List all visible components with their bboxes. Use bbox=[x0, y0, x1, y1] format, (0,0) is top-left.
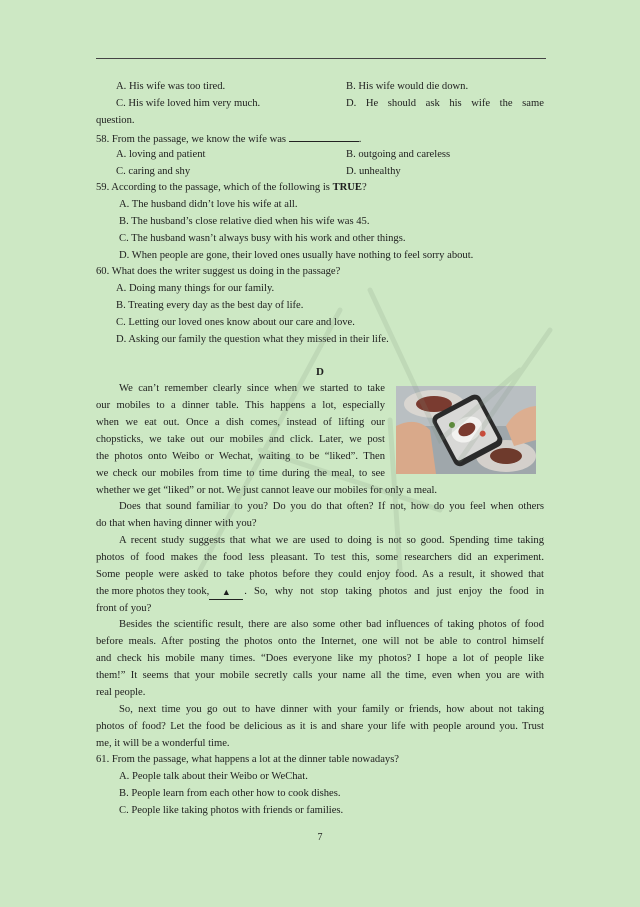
passage-p3-line: Some people were asked to take photos before they could enjoy food. As a result, it showed that bbox=[96, 569, 544, 580]
q59-stem bbox=[96, 181, 367, 195]
q57-d-word: He bbox=[365, 98, 379, 109]
q60-option-c: C. Letting our loved ones know about our care and love. bbox=[116, 317, 355, 328]
passage-p1-line: our mobiles to a dinner table. This happens a lot, especially bbox=[96, 400, 385, 411]
q57-option-a: A. His wife was too tired. bbox=[116, 81, 226, 92]
passage-p3-line: A recent study suggests that what we are used to doing is not so good. Spending time taking bbox=[119, 535, 544, 546]
passage-p1-line: when we eat out. Once a dish comes, instead of lifting our bbox=[96, 417, 385, 428]
q59-option-a: A. The husband didn’t love his wife at all. bbox=[119, 199, 298, 210]
q57-option-b: B. His wife would die down. bbox=[346, 81, 469, 92]
passage-p1-line: whether we get “liked” or not. We just cannot leave our mobiles for only a meal. bbox=[96, 485, 438, 496]
q59-stem-text: 59. According to the passage, which of the following is bbox=[96, 182, 330, 193]
q57-option-d-continued: question. bbox=[96, 115, 135, 126]
phone-food-photo bbox=[396, 386, 536, 474]
passage-p1-line: the photos onto Weibo or Wechat, waiting to be “liked”. Then bbox=[96, 451, 385, 462]
phone-photo-illustration bbox=[396, 386, 536, 474]
passage-p3-line-blank bbox=[96, 585, 544, 600]
q60-stem: 60. What does the writer suggest us doing in the passage? bbox=[96, 266, 341, 277]
q57-d-word: same bbox=[522, 98, 544, 109]
passage-p4-line: and check his mobile many times. “Does everyone like my photos? I hope a lot of people like bbox=[96, 653, 544, 664]
q59-option-d: D. When people are gone, their loved ones usually have nothing to feel sorry about. bbox=[119, 250, 474, 261]
passage-p3-line: photos of food makes the food less pleasant. To test this, some researchers did an experiment. bbox=[96, 552, 544, 563]
q61-option-a: A. People talk about their Weibo or WeChat. bbox=[119, 771, 308, 782]
passage-p1-line: We can’t remember clearly since when we started to take bbox=[119, 383, 385, 394]
passage-p2-line: Does that sound familiar to you? Do you do that often? If not, how do you feel when others bbox=[119, 501, 544, 512]
header-rule bbox=[96, 58, 546, 59]
passage-p5-line: So, next time you go out to have dinner with your family or friends, how about not taking bbox=[119, 704, 544, 715]
q57-d-word: ask bbox=[425, 98, 440, 109]
passage-p5-line: photos of food? Let the food be delicious as it is and share your life with people around you. Trust bbox=[96, 721, 544, 732]
passage-p3-fragment: the more photos they took, bbox=[96, 586, 210, 597]
q61-stem: 61. From the passage, what happens a lot at the dinner table nowadays? bbox=[96, 754, 400, 765]
q59-stem-emphasis: TRUE bbox=[332, 182, 362, 193]
q57-d-word: should bbox=[387, 98, 417, 109]
q57-d-word: wife bbox=[471, 98, 491, 109]
passage-p2-line: do that when having dinner with you? bbox=[96, 518, 257, 529]
passage-p4-line: them!” It seems that your mobile secretly calls your name all the time, even when you are with bbox=[96, 670, 544, 681]
q59-stem-end: ? bbox=[362, 182, 367, 193]
passage-p4-line: before meals. After posting the photos onto the Internet, one will not be able to control himself bbox=[96, 636, 544, 647]
q60-option-a: A. Doing many things for our family. bbox=[116, 283, 275, 294]
q57-d-word: the bbox=[499, 98, 513, 109]
q60-option-b: B. Treating every day as the best day of life. bbox=[116, 300, 304, 311]
answer-blank bbox=[289, 131, 359, 142]
passage-p4-line: Besides the scientific result, there are also some other bad influences of taking photos of food bbox=[119, 619, 544, 630]
q57-d-word: D. bbox=[346, 98, 357, 109]
page-number: 7 bbox=[317, 832, 323, 843]
q60-option-d: D. Asking our family the question what they missed in their life. bbox=[116, 334, 389, 345]
section-title: D bbox=[316, 366, 324, 378]
q61-option-b: B. People learn from each other how to cook dishes. bbox=[119, 788, 341, 799]
passage-p3-line: front of you? bbox=[96, 603, 152, 614]
q58-option-a: A. loving and patient bbox=[116, 149, 206, 160]
passage-p4-line: real people. bbox=[96, 687, 146, 698]
q57-option-c: C. His wife loved him very much. bbox=[116, 98, 261, 109]
q58-option-c: C. caring and shy bbox=[116, 166, 191, 177]
q58-option-d: D. unhealthy bbox=[346, 166, 401, 177]
passage-p1-line: chopsticks, we take out our mobiles and click. Later, we post bbox=[96, 434, 385, 445]
q59-option-b: B. The husband’s close relative died when his wife was 45. bbox=[119, 216, 370, 227]
q58-stem-text: 58. From the passage, we know the wife was bbox=[96, 134, 287, 145]
q58-option-b: B. outgoing and careless bbox=[346, 149, 451, 160]
q61-option-c: C. People like taking photos with friends or families. bbox=[119, 805, 344, 816]
passage-p1-line: we check our mobiles from time to time during the meal, to see bbox=[96, 468, 385, 479]
q57-d-word: his bbox=[449, 98, 462, 109]
q59-option-c: C. The husband wasn’t always busy with his work and other things. bbox=[119, 233, 406, 244]
passage-p3-fragment: . So, why not stop taking photos and just enjoy the food in bbox=[244, 586, 544, 597]
answer-blank-triangle: ▲ bbox=[209, 585, 243, 600]
q57-option-d bbox=[346, 97, 544, 111]
passage-p5-line: me, it will be a wonderful time. bbox=[96, 738, 230, 749]
q58-stem: 58. From the passage, we know the wife was . bbox=[96, 131, 361, 147]
